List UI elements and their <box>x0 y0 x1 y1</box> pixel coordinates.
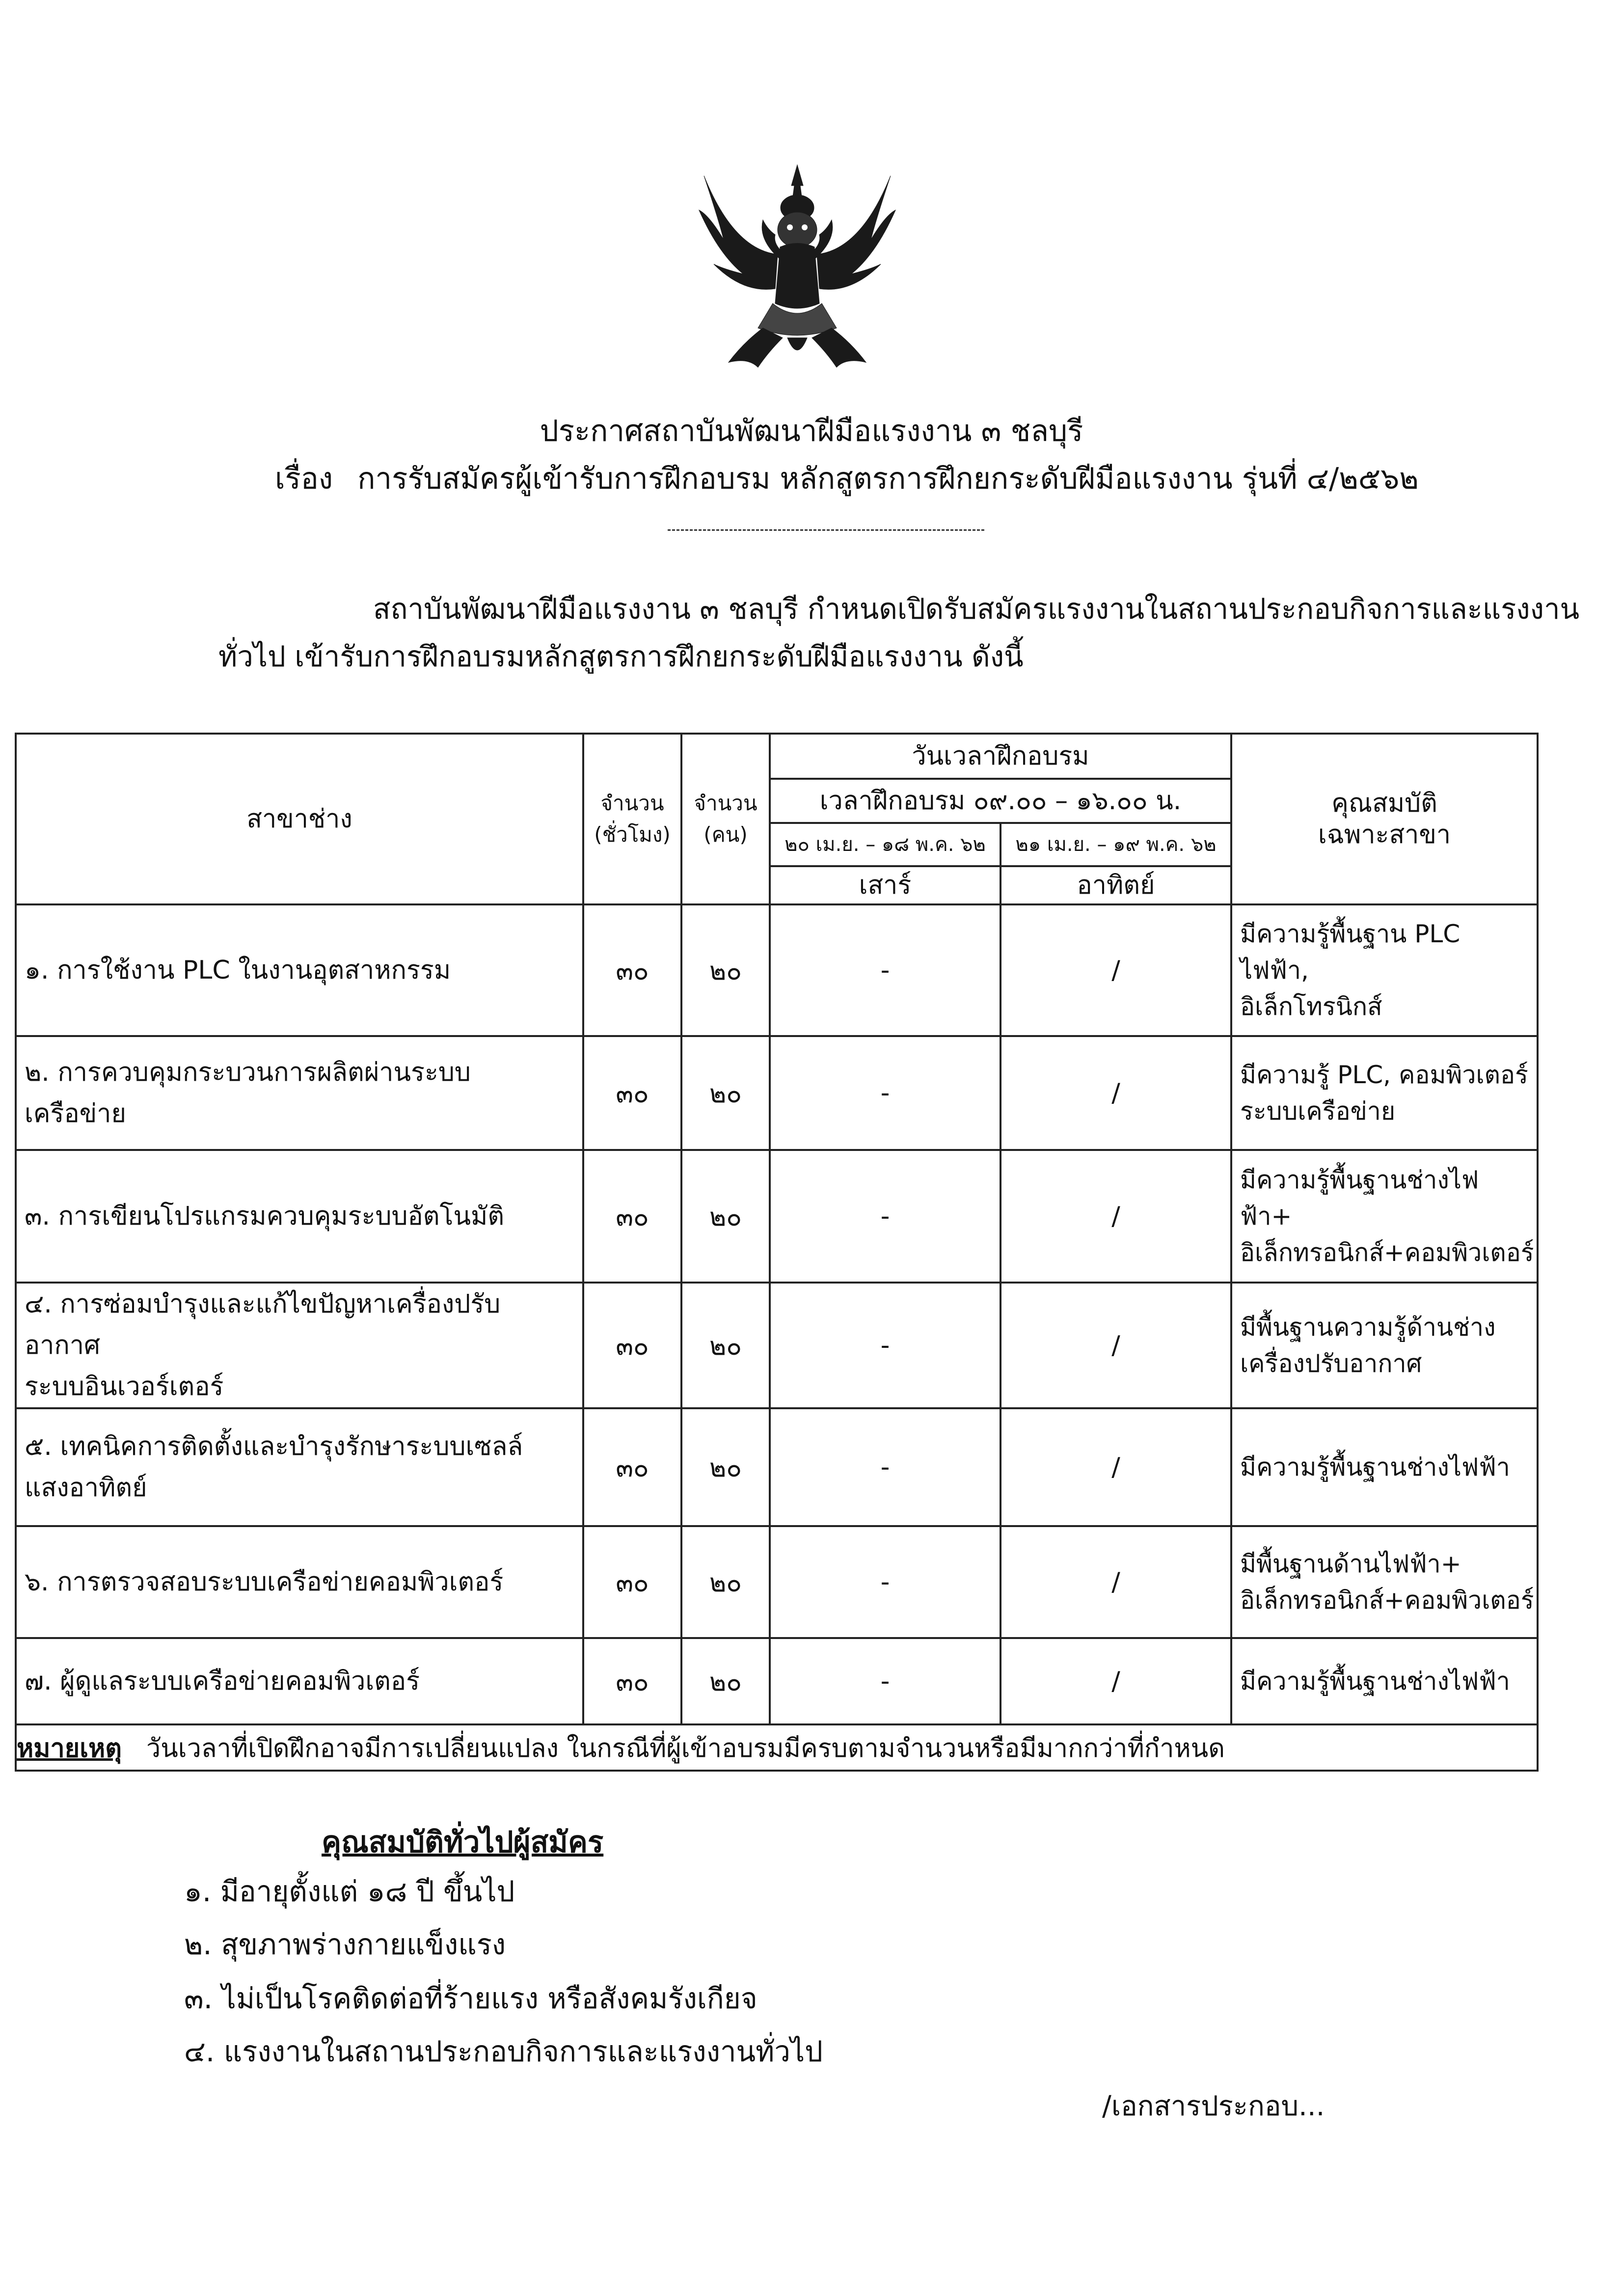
course-sat-mark: - <box>770 1150 1001 1283</box>
course-qualification: มีความรู้ PLC, คอมพิวเตอร์ ระบบเครือข่าย <box>1231 1036 1538 1150</box>
table-note <box>16 1724 1538 1771</box>
course-qualification: มีความรู้พื้นฐานช่างไฟฟ้า <box>1231 1408 1538 1526</box>
course-people: ๒๐ <box>681 1526 770 1638</box>
course-hours: ๓๐ <box>583 904 681 1036</box>
course-sat-mark: - <box>770 1526 1001 1638</box>
intro-line-2: ทั่วไป เข้ารับการฝึกอบรมหลักสูตรการฝึกยกระดับฝีมือแรงงาน ดังนี้ <box>218 640 1024 673</box>
note-label: หมายเหตุ <box>17 1733 122 1763</box>
course-sat-mark: - <box>770 1638 1001 1724</box>
general-qualification-item: ๔. แรงงานในสถานประกอบกิจการและแรงงานทั่วไป <box>184 2035 823 2068</box>
course-sun-mark: / <box>1001 1150 1231 1283</box>
course-name: ๒. การควบคุมกระบวนการผลิตผ่านระบบ เครือข่าย <box>16 1036 583 1150</box>
course-name: ๑. การใช้งาน PLC ในงานอุตสาหกรรม <box>16 904 583 1036</box>
header-schedule: วันเวลาฝึกอบรม <box>770 734 1231 779</box>
general-qualification-item: ๒. สุขภาพร่างกายแข็งแรง <box>184 1928 506 1961</box>
header-date-sat: ๒๐ เม.ย. – ๑๘ พ.ค. ๖๒ <box>770 823 1001 866</box>
course-qualification: มีความรู้พื้นฐาน PLC ไฟฟ้า, อิเล็กโทรนิกส์ <box>1231 904 1538 1036</box>
header-time: เวลาฝึกอบรม ๐๙.๐๐ – ๑๖.๐๐ น. <box>770 779 1231 823</box>
announcement-subject <box>275 459 1419 498</box>
course-sat-mark: - <box>770 904 1001 1036</box>
course-name: ๗. ผู้ดูแลระบบเครือข่ายคอมพิวเตอร์ <box>16 1638 583 1724</box>
intro-line-1: สถาบันพัฒนาฝีมือแรงงาน ๓ ชลบุรี กำหนดเปิดรับสมัครแรงงานในสถานประกอบกิจการและแรงงาน <box>373 592 1580 626</box>
course-sun-mark: / <box>1001 1283 1231 1408</box>
header-branch: สาขาช่าง <box>16 734 583 904</box>
course-qualification: มีความรู้พื้นฐานช่างไฟฟ้า <box>1231 1638 1538 1724</box>
course-people: ๒๐ <box>681 904 770 1036</box>
course-sun-mark: / <box>1001 1638 1231 1724</box>
course-hours: ๓๐ <box>583 1526 681 1638</box>
course-sun-mark: / <box>1001 1526 1231 1638</box>
table-row <box>16 1526 1538 1638</box>
course-name: ๖. การตรวจสอบระบบเครือข่ายคอมพิวเตอร์ <box>16 1526 583 1638</box>
header-day-sun: อาทิตย์ <box>1001 866 1231 904</box>
garuda-emblem-icon <box>689 156 905 377</box>
table-row <box>16 1638 1538 1724</box>
course-hours: ๓๐ <box>583 1638 681 1724</box>
subject-label: เรื่อง <box>275 462 333 496</box>
course-sun-mark: / <box>1001 1408 1231 1526</box>
course-people: ๒๐ <box>681 1283 770 1408</box>
table-row <box>16 1150 1538 1283</box>
general-qualifications-title: คุณสมบัติทั่วไปผู้สมัคร <box>322 1825 604 1859</box>
general-qualification-item: ๓. ไม่เป็นโรคติดต่อที่ร้ายแรง หรือสังคมรังเกียจ <box>184 1982 757 2015</box>
header-day-sat: เสาร์ <box>770 866 1001 904</box>
course-qualification: มีพื้นฐานความรู้ด้านช่าง เครื่องปรับอากาศ <box>1231 1283 1538 1408</box>
course-sun-mark: / <box>1001 904 1231 1036</box>
note-row <box>16 1724 1538 1771</box>
dashed-divider <box>668 529 984 531</box>
course-people: ๒๐ <box>681 1150 770 1283</box>
course-people: ๒๐ <box>681 1408 770 1526</box>
table-row <box>16 1408 1538 1526</box>
announcement-title: ประกาศสถาบันพัฒนาฝีมือแรงงาน ๓ ชลบุรี <box>540 414 1083 448</box>
header-hours: จำนวน (ชั่วโมง) <box>583 734 681 904</box>
course-hours: ๓๐ <box>583 1408 681 1526</box>
subject-text: การรับสมัครผู้เข้ารับการฝึกอบรม หลักสูตรการฝึกยกระดับฝีมือแรงงาน รุ่นที่ ๔/๒๕๖๒ <box>357 462 1419 496</box>
course-people: ๒๐ <box>681 1036 770 1150</box>
note-text: วันเวลาที่เปิดฝึกอาจมีการเปลี่ยนแปลง ในกรณีที่ผู้เข้าอบรมมีครบตามจำนวนหรือมีมากกว่าที่กำหนด <box>146 1733 1225 1763</box>
course-qualification: มีพื้นฐานด้านไฟฟ้า+ อิเล็กทรอนิกส์+คอมพิวเตอร์ <box>1231 1526 1538 1638</box>
course-people: ๒๐ <box>681 1638 770 1724</box>
course-hours: ๓๐ <box>583 1150 681 1283</box>
table-row <box>16 1036 1538 1150</box>
course-qualification: มีความรู้พื้นฐานช่างไฟฟ้า+ อิเล็กทรอนิกส์+คอมพิวเตอร์ <box>1231 1150 1538 1283</box>
header-qualification: คุณสมบัติ เฉพาะสาขา <box>1231 734 1538 904</box>
course-table <box>15 733 1539 1772</box>
table-row <box>16 904 1538 1036</box>
header-people: จำนวน (คน) <box>681 734 770 904</box>
course-sat-mark: - <box>770 1283 1001 1408</box>
course-hours: ๓๐ <box>583 1036 681 1150</box>
header-date-sun: ๒๑ เม.ย. – ๑๙ พ.ค. ๖๒ <box>1001 823 1231 866</box>
general-qualification-item: ๑. มีอายุตั้งแต่ ๑๘ ปี ขึ้นไป <box>184 1875 515 1908</box>
course-name: ๕. เทคนิคการติดตั้งและบำรุงรักษาระบบเซลล์ แสงอาทิตย์ <box>16 1408 583 1526</box>
course-hours: ๓๐ <box>583 1283 681 1408</box>
course-name: ๓. การเขียนโปรแกรมควบคุมระบบอัตโนมัติ <box>16 1150 583 1283</box>
course-sat-mark: - <box>770 1408 1001 1526</box>
course-name: ๔. การซ่อมบำรุงและแก้ไขปัญหาเครื่องปรับอากาศ ระบบอินเวอร์เตอร์ <box>16 1283 583 1408</box>
course-sat-mark: - <box>770 1036 1001 1150</box>
course-sun-mark: / <box>1001 1036 1231 1150</box>
table-row <box>16 1283 1538 1408</box>
continued-note: /เอกสารประกอบ... <box>1102 2090 1325 2122</box>
